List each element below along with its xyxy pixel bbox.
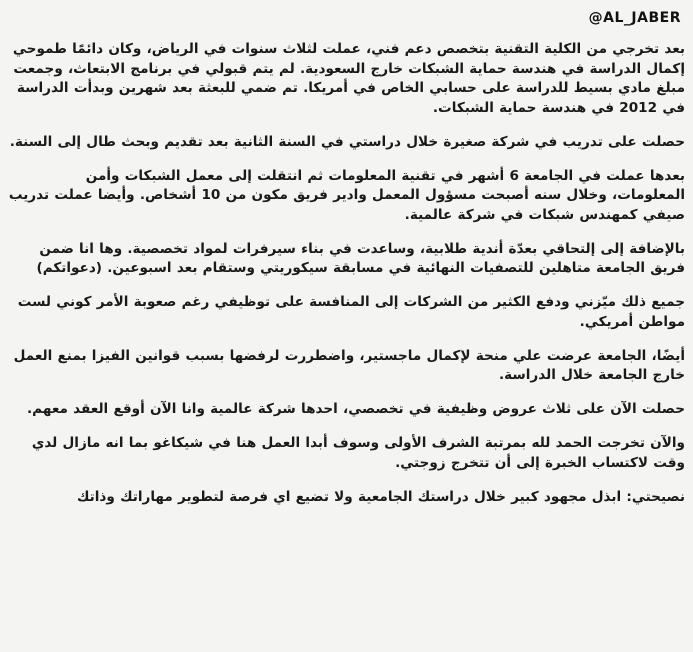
paragraph-university-job: بعدها عملت في الجامعة 6 أشهر في تقنية المعلومات ثم انتقلت إلى معمل الشبكات وأمن المعلومات، وخلال سنه أصبحت مسؤول المعمل وادير فريق مكون من 10 أشخاص. وأيضا عملت تدريب صيفي كمهندس شبكات في شركة عالمية. bbox=[8, 167, 685, 223]
author-handle: @AL_JABER bbox=[588, 10, 681, 26]
paragraph-internship: حصلت على تدريب في شركة صغيرة خلال دراستي في السنة الثانية بعد تقديم وبحث طال إلى السنة. bbox=[9, 133, 685, 150]
paragraph-advice: نصيحتي: ابذل مجهود كبير خلال دراستك الجامعية ولا تضيع اي فرصة لتطوير مهاراتك وذاتك bbox=[77, 488, 685, 505]
paragraph-companies: جميع ذلك ميّزني ودفع الكثير من الشركات إلى المنافسة على توظيفي رغم صعوبة الأمر كوني لست مواطن أمريكي. bbox=[17, 294, 685, 330]
paragraph-background: بعد تخرجي من الكلية التقنية بتخصص دعم فني، عملت لثلاث سنوات في الرياض، وكان دائمًا طموحي إكمال الدراسة في هندسة حماية الشبكات خارج السعودية. لم يتم قبولي في برنامج الابتعاث، وجمعت مبلغ مادي بسيط للدراسة على حسابي الخاص في أمريكا. تم ضمي للبعثة بعد شهرين وبدأت الدراسة في 2012 في هندسة حماية الشبكات. bbox=[12, 41, 685, 116]
paragraph-masters-offer: أيضًا، الجامعة عرضت علي منحة لإكمال ماجستير، واضطررت لرفضها بسبب قوانين الفيزا بمنع العمل خارج الجامعة خلال الدراسة. bbox=[13, 347, 685, 383]
paragraph-graduation: والآن تخرجت الحمد لله بمرتبة الشرف الأولى وسوف أبدا العمل هنا في شيكاغو بما انه مازال لدي وقت لاكتساب الخبرة إلى أن تتخرج زوجتي. bbox=[31, 435, 685, 471]
paragraph-clubs: بالإضافة إلى إلتحاقي بعدّة أندية طلابية، وساعدت في بناء سيرفرات لمواد تخصصية. وها انا ضمن فريق الجامعة متاهلين للتصفيات النهائية في مسابقة سيكوريتي وستقام بعد اسبوعين. (دعواتكم) bbox=[36, 240, 685, 276]
post-body bbox=[8, 40, 685, 522]
paragraph-job-offers: حصلت الآن على ثلاث عروض وظيفية في تخصصي، احدها شركة عالمية وانا الآن أوقع العقد معهم. bbox=[27, 401, 685, 417]
